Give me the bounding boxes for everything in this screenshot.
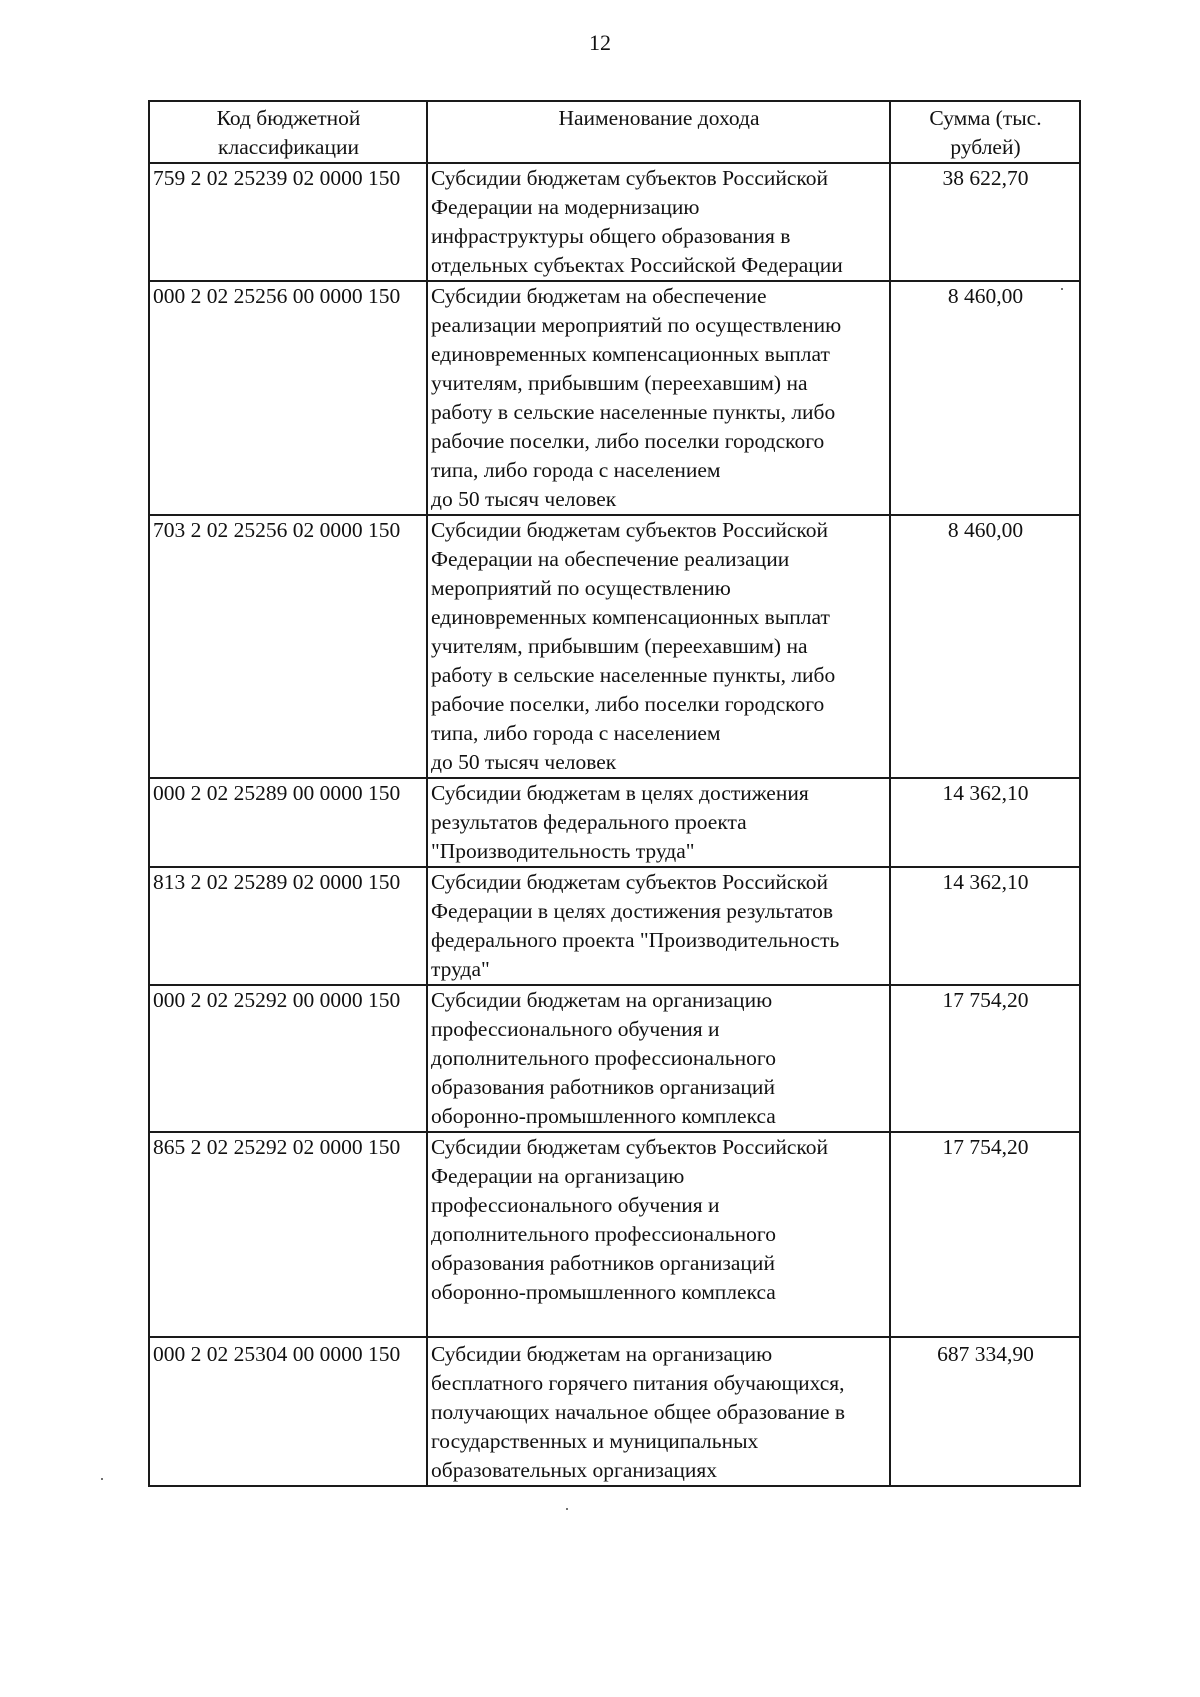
income-name-line: "Производительность труда" — [431, 839, 695, 863]
income-name-cell — [427, 281, 890, 515]
income-name-line: образования работников организаций — [431, 1075, 775, 1099]
budget-code-cell: 759 2 02 25239 02 0000 150 — [149, 163, 427, 281]
budget-code-cell: 813 2 02 25289 02 0000 150 — [149, 867, 427, 985]
income-name-line: единовременных компенсационных выплат — [431, 605, 830, 629]
income-name-cell — [427, 778, 890, 867]
income-name-cell — [427, 515, 890, 778]
income-name-line: оборонно-промышленного комплекса — [431, 1280, 776, 1304]
income-name-line: дополнительного профессионального — [431, 1046, 776, 1070]
income-name-line: рабочие поселки, либо поселки городского — [431, 692, 825, 716]
budget-code-cell: 000 2 02 25289 00 0000 150 — [149, 778, 427, 867]
amount-cell: 8 460,00 — [890, 515, 1080, 778]
page-number: 12 — [589, 30, 611, 55]
income-name-line: получающих начальное общее образование в — [431, 1400, 846, 1424]
income-name-line: профессионального обучения и — [431, 1193, 720, 1217]
budget-code-cell: 865 2 02 25292 02 0000 150 — [149, 1132, 427, 1337]
budget-code-cell: 000 2 02 25256 00 0000 150 — [149, 281, 427, 515]
header-code: Код бюджетной классификации — [149, 101, 427, 163]
table-row — [149, 1132, 1080, 1337]
income-name-line: до 50 тысяч человек — [431, 750, 617, 774]
income-name-line — [431, 1307, 887, 1336]
income-name-line: результатов федерального проекта — [431, 810, 747, 834]
income-name-line: Субсидии бюджетам субъектов Российской — [431, 1135, 829, 1159]
income-name-line: Субсидии бюджетам в целях достижения — [431, 781, 809, 805]
income-name-line: Субсидии бюджетам субъектов Российской — [431, 518, 829, 542]
income-name-cell — [427, 985, 890, 1132]
income-name-line: инфраструктуры общего образования в — [431, 224, 791, 248]
income-name-line: реализации мероприятий по осуществлению — [431, 313, 842, 337]
income-name-line: Субсидии бюджетам на обеспечение — [431, 284, 767, 308]
income-name-line: мероприятий по осуществлению — [431, 576, 731, 600]
income-name-line: Федерации на модернизацию — [431, 195, 700, 219]
income-name-cell — [427, 1337, 890, 1486]
table-header — [149, 101, 1080, 163]
income-name-line: федерального проекта "Производительность — [431, 928, 840, 952]
income-name-line: Субсидии бюджетам на организацию — [431, 1342, 773, 1366]
table-row — [149, 985, 1080, 1132]
budget-code-cell: 000 2 02 25304 00 0000 150 — [149, 1337, 427, 1486]
amount-cell: 17 754,20 — [890, 1132, 1080, 1337]
income-name-line: типа, либо города с населением — [431, 721, 721, 745]
income-name-line: Федерации на организацию — [431, 1164, 685, 1188]
budget-code-cell: 703 2 02 25256 02 0000 150 — [149, 515, 427, 778]
income-name-line: оборонно-промышленного комплекса — [431, 1104, 776, 1128]
income-name-line: Субсидии бюджетам на организацию — [431, 988, 773, 1012]
amount-cell: 14 362,10 — [890, 778, 1080, 867]
income-name-cell — [427, 867, 890, 985]
header-sum: Сумма (тыс. рублей) — [890, 101, 1080, 163]
amount-cell: 8 460,00 — [890, 281, 1080, 515]
income-name-line: Субсидии бюджетам субъектов Российской — [431, 870, 829, 894]
income-name-line: бесплатного горячего питания обучающихся, — [431, 1371, 845, 1395]
income-name-line: типа, либо города с населением — [431, 458, 721, 482]
income-name-line: учителям, прибывшим (переехавшим) на — [431, 634, 808, 658]
scan-speck — [1061, 288, 1063, 290]
income-name-line: работу в сельские населенные пункты, либо — [431, 400, 836, 424]
income-name-line: дополнительного профессионального — [431, 1222, 776, 1246]
revenue-table — [148, 100, 1081, 1487]
income-name-line: Федерации на обеспечение реализации — [431, 547, 790, 571]
income-name-line: учителям, прибывшим (переехавшим) на — [431, 371, 808, 395]
header-row — [149, 101, 1080, 163]
income-name-line: профессионального обучения и — [431, 1017, 720, 1041]
scan-speck — [101, 1478, 103, 1480]
income-name-cell — [427, 163, 890, 281]
amount-cell: 17 754,20 — [890, 985, 1080, 1132]
table-row — [149, 515, 1080, 778]
income-name-line: образовательных организациях — [431, 1458, 718, 1482]
table-row — [149, 867, 1080, 985]
income-name-cell — [427, 1132, 890, 1337]
income-name-line: государственных и муниципальных — [431, 1429, 759, 1453]
amount-cell: 38 622,70 — [890, 163, 1080, 281]
table-row — [149, 778, 1080, 867]
table-row — [149, 281, 1080, 515]
income-name-line: рабочие поселки, либо поселки городского — [431, 429, 825, 453]
income-name-line: отдельных субъектах Российской Федерации — [431, 253, 843, 277]
table-body — [149, 163, 1080, 1486]
income-name-line: работу в сельские населенные пункты, либо — [431, 663, 836, 687]
income-name-line: единовременных компенсационных выплат — [431, 342, 830, 366]
budget-code-cell: 000 2 02 25292 00 0000 150 — [149, 985, 427, 1132]
income-name-line: Субсидии бюджетам субъектов Российской — [431, 166, 829, 190]
amount-cell: 687 334,90 — [890, 1337, 1080, 1486]
income-name-line: образования работников организаций — [431, 1251, 775, 1275]
income-name-line: труда" — [431, 957, 490, 981]
amount-cell: 14 362,10 — [890, 867, 1080, 985]
table-row — [149, 1337, 1080, 1486]
table-row — [149, 163, 1080, 281]
income-name-line: Федерации в целях достижения результатов — [431, 899, 834, 923]
scan-speck — [566, 1508, 568, 1510]
income-name-line: до 50 тысяч человек — [431, 487, 617, 511]
header-name: Наименование дохода — [427, 101, 890, 163]
